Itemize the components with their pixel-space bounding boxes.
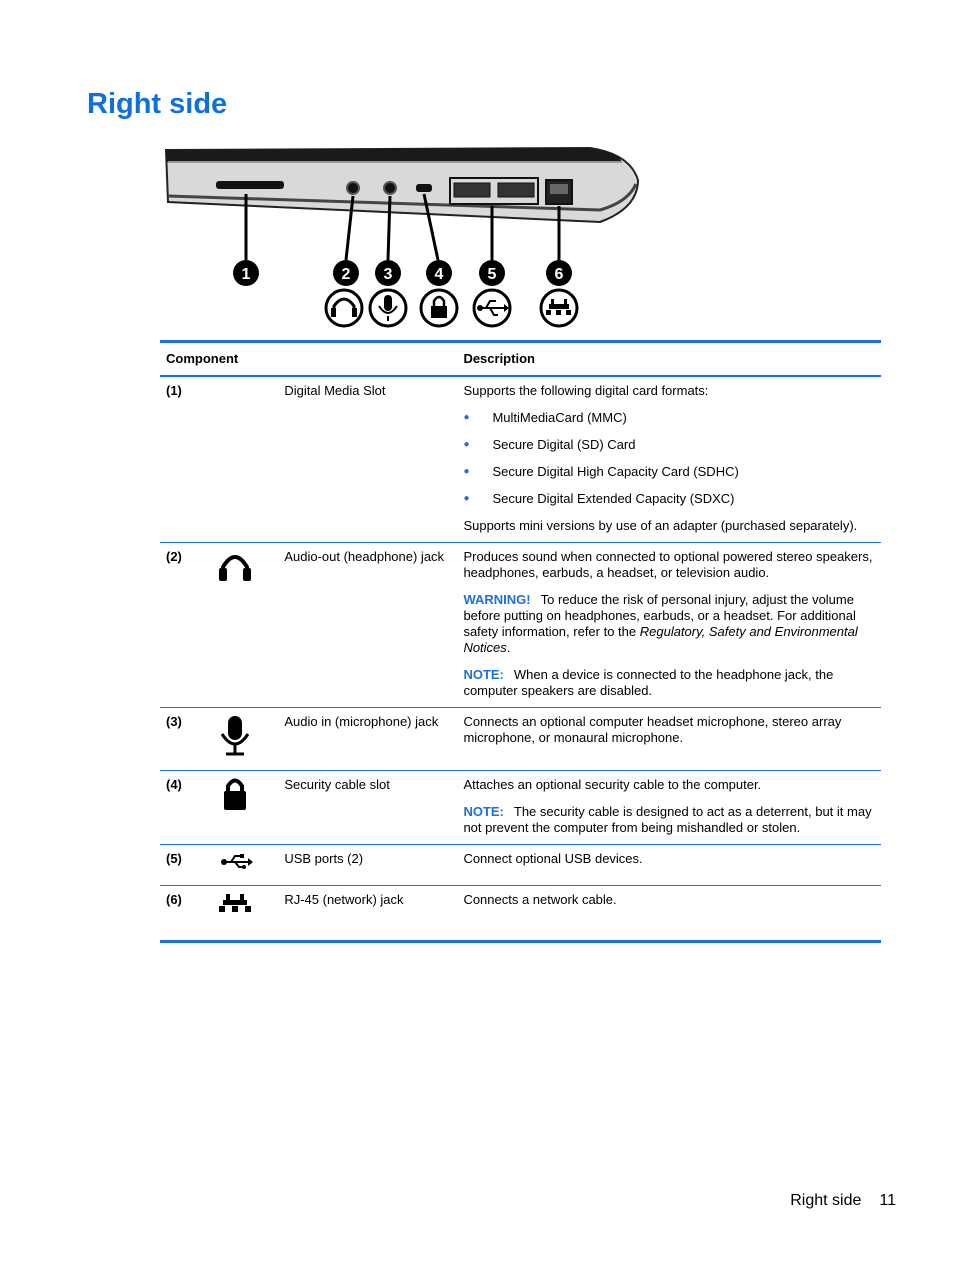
card-format-list [463, 410, 875, 507]
note-label: NOTE: [463, 804, 504, 819]
list-item: ● Secure Digital High Capacity Card (SDHC) [463, 464, 875, 480]
lock-icon [215, 777, 255, 813]
callout-3: 3 [383, 266, 393, 283]
description-text: Connects an optional computer headset microphone, stereo array microphone, or monaural microphone. [463, 714, 842, 745]
headphone-icon [215, 549, 255, 585]
component-description [457, 543, 881, 708]
table-header-row [160, 342, 881, 377]
table-row [160, 376, 881, 543]
table-row [160, 708, 881, 771]
description-text: Attaches an optional security cable to the computer. [463, 777, 762, 792]
component-table [160, 340, 881, 943]
note-text: NOTE: When a device is connected to the headphone jack, the computer speakers are disabled. [463, 667, 834, 698]
component-name: USB ports (2) [284, 851, 364, 866]
list-item: ● MultiMediaCard (MMC) [463, 410, 875, 426]
digital-media-slot-drawing [216, 181, 284, 189]
document-title: Regulatory, Safety and Environmental Notices [463, 624, 858, 655]
callout-5: 5 [487, 266, 497, 283]
callout-6: 6 [554, 266, 564, 283]
component-description [457, 708, 881, 771]
component-number: (3) [166, 714, 182, 729]
component-description [457, 771, 881, 845]
column-header-description: Description [463, 351, 535, 366]
component-number: (4) [166, 777, 182, 792]
note-label: NOTE: [463, 667, 504, 682]
component-description [457, 845, 881, 886]
component-number: (1) [166, 383, 182, 398]
description-text: Supports mini versions by use of an adapter (purchased separately). [463, 518, 858, 533]
table-row [160, 771, 881, 845]
warning-label: WARNING! [463, 592, 531, 607]
usb-icon [215, 851, 255, 873]
callout-2: 2 [341, 266, 351, 283]
component-name: Audio-out (headphone) jack [284, 549, 445, 564]
table-row [160, 543, 881, 708]
component-name: RJ-45 (network) jack [284, 892, 404, 907]
component-number: (2) [166, 549, 182, 564]
list-item: ● Secure Digital Extended Capacity (SDXC) [463, 491, 875, 507]
page-number: 11 [879, 1192, 896, 1209]
page-title: Right side [87, 88, 228, 120]
column-header-component: Component [166, 351, 239, 366]
table-row [160, 886, 881, 942]
component-icon-cell [209, 376, 278, 543]
note-text: NOTE: The security cable is designed to act as a deterrent, but it may not prevent the computer from being mishandled or stolen. [463, 804, 872, 835]
component-description [457, 886, 881, 942]
description-text: Connects a network cable. [463, 892, 617, 907]
callout-1: 1 [241, 266, 251, 283]
component-number: (5) [166, 851, 182, 866]
component-name: Audio in (microphone) jack [284, 714, 439, 729]
component-description [457, 376, 881, 543]
callout-4: 4 [434, 266, 444, 283]
component-number: (6) [166, 892, 182, 907]
laptop-right-side-illustration [160, 140, 650, 335]
description-text: Connect optional USB devices. [463, 851, 643, 866]
component-name: Digital Media Slot [284, 383, 386, 398]
table-row [160, 845, 881, 886]
component-name: Security cable slot [284, 777, 390, 792]
list-item: ● Secure Digital (SD) Card [463, 437, 875, 453]
description-text: Produces sound when connected to optional powered stereo speakers, headphones, earbuds, a headset, or television audio. [463, 549, 873, 580]
description-text: Supports the following digital card formats: [463, 383, 709, 398]
network-icon [215, 892, 255, 916]
warning-text: WARNING! To reduce the risk of personal injury, adjust the volume before putting on headphones, earbuds, or a headset. For additional safety information, refer to the Regulatory, Safety and Environmental Notices. [463, 592, 858, 655]
footer-section-title: Right side [790, 1192, 862, 1209]
page-footer [790, 1192, 896, 1210]
microphone-icon [215, 714, 255, 758]
